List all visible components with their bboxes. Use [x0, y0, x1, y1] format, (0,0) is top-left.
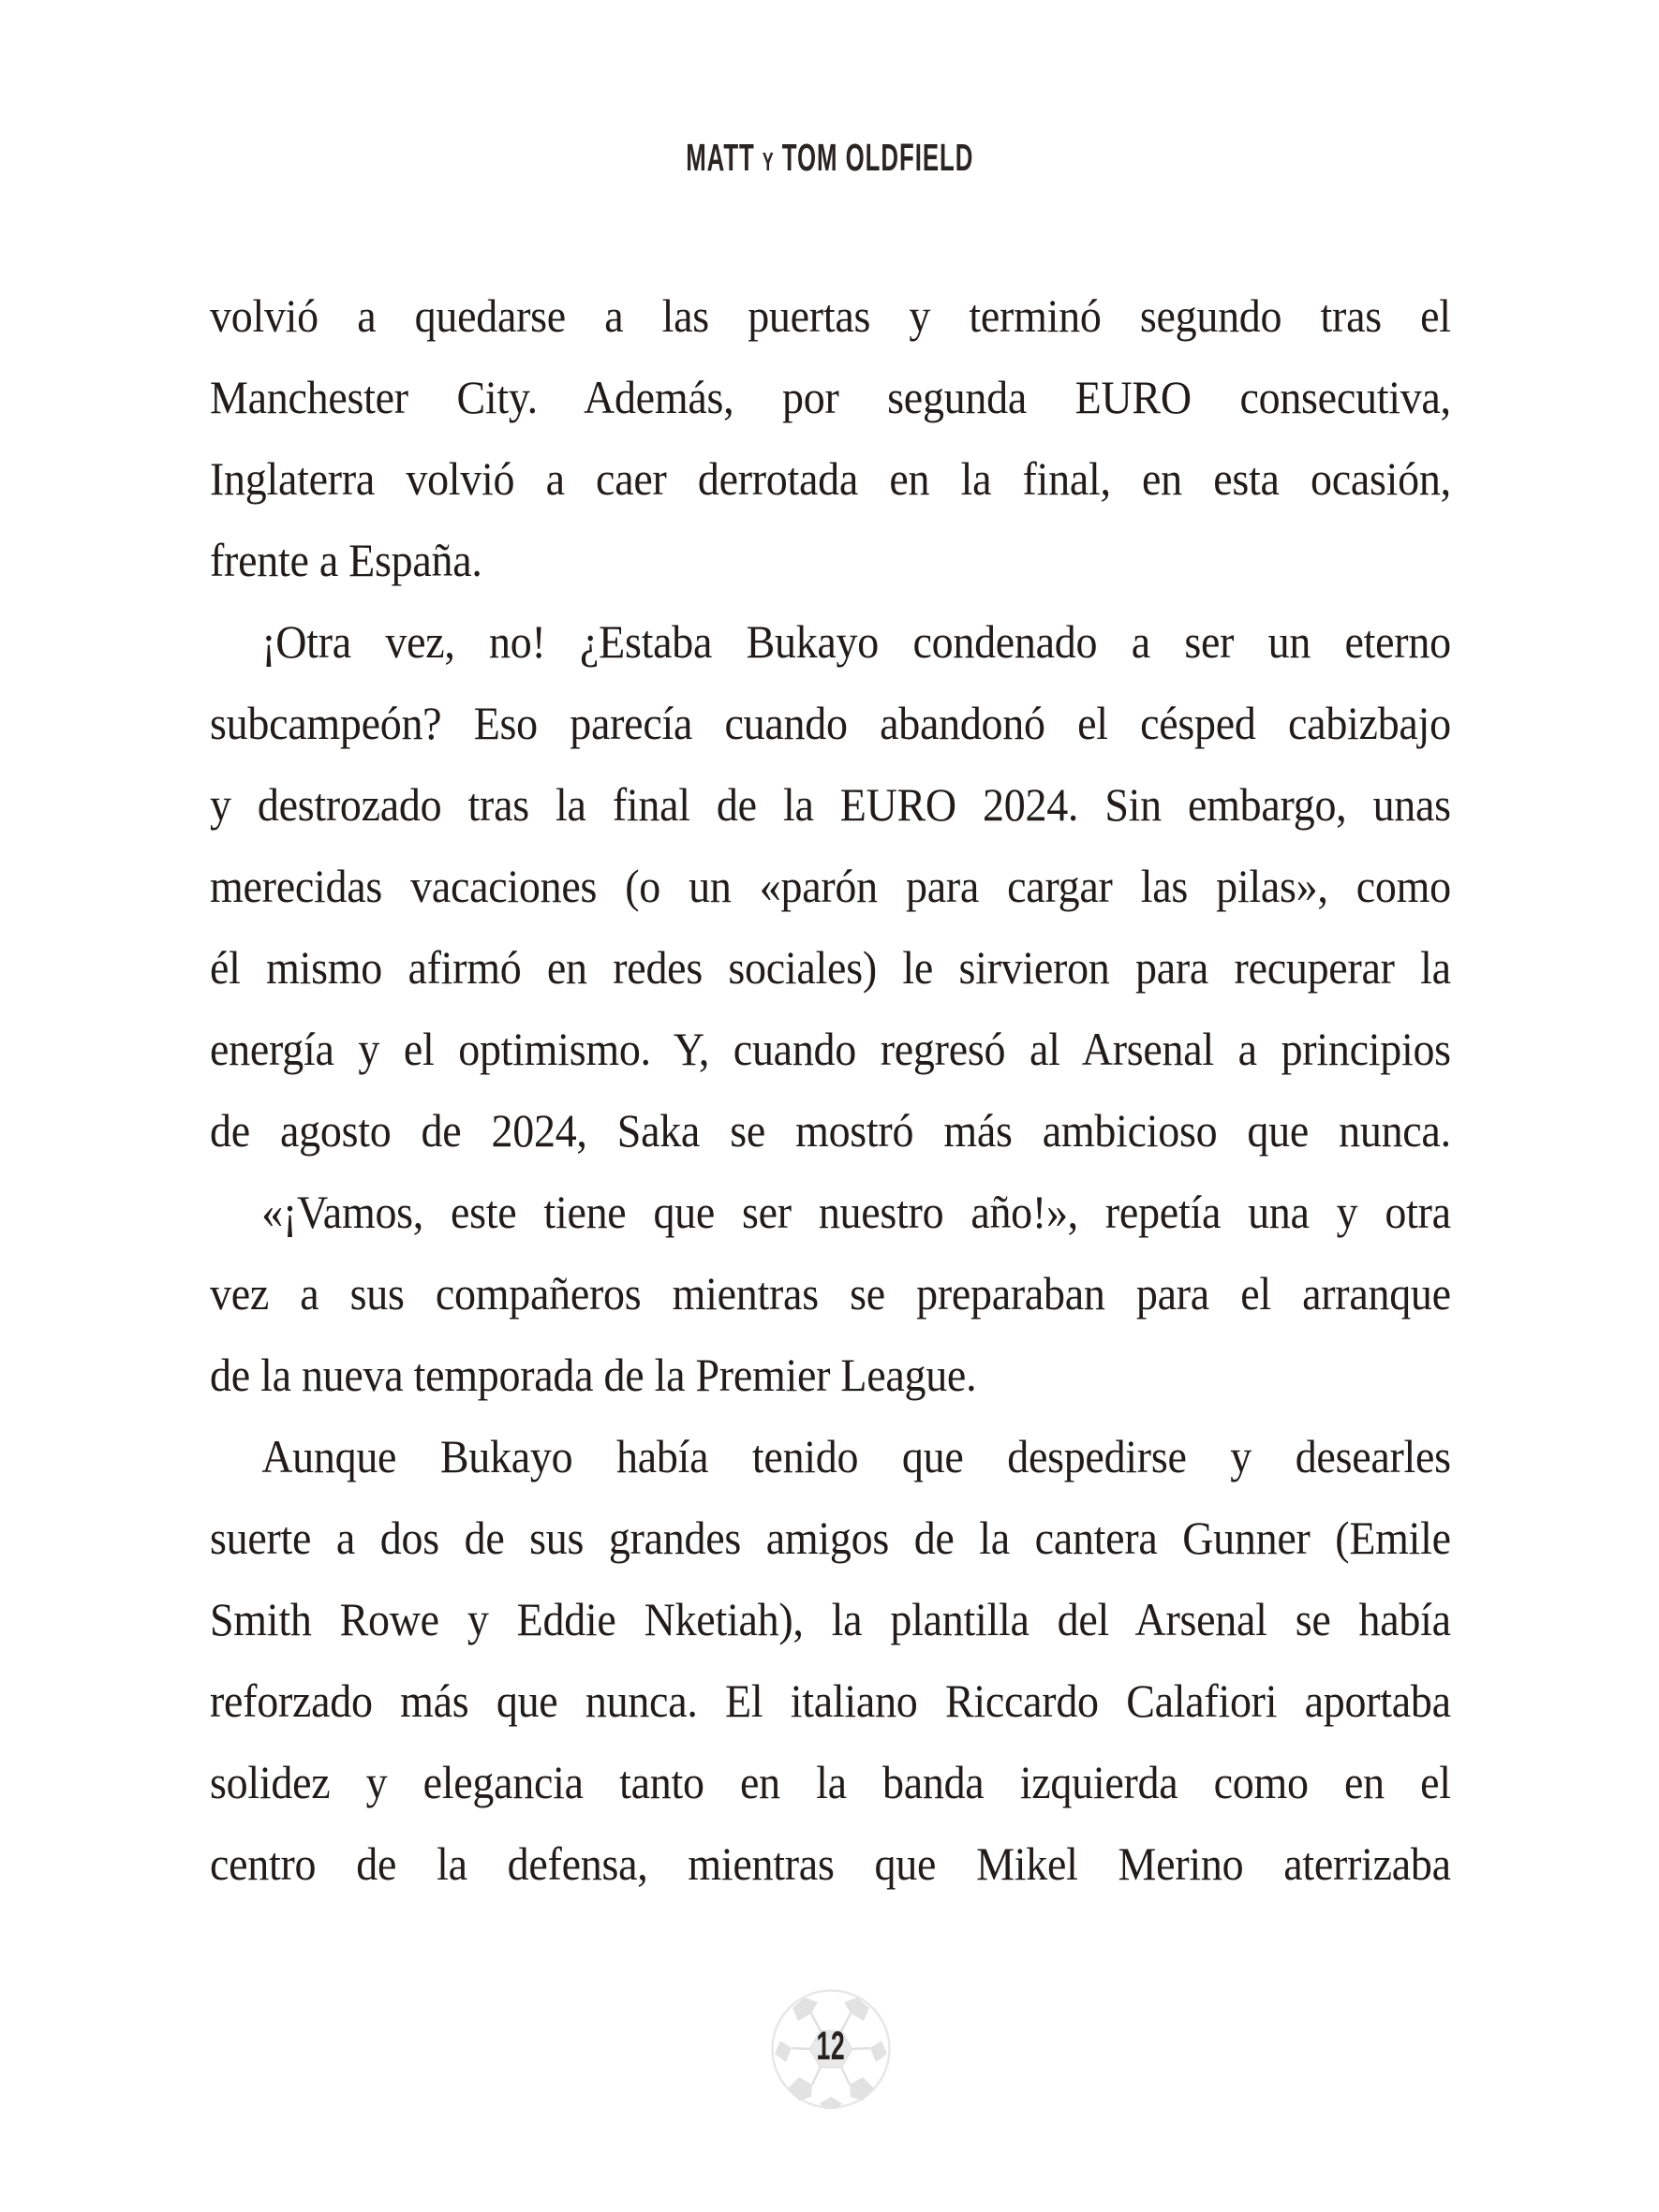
running-header: [0, 136, 1659, 181]
text-line: reforzado más que nunca. El italiano Riccardo Calafiori aportaba: [210, 1674, 1451, 1727]
text-line: energía y el optimismo. Y, cuando regresó al Arsenal a principios: [210, 1023, 1451, 1075]
paragraph: [210, 1416, 1451, 1905]
author-names: [685, 136, 974, 181]
text-line: Inglaterra volvió a caer derrotada en la final, en esta ocasión,: [210, 452, 1451, 505]
text-line: centro de la defensa, mientras que Mikel Merino aterrizaba: [210, 1837, 1451, 1890]
text-line: volvió a quedarse a las puertas y terminó segundo tras el: [210, 289, 1451, 342]
text-line: ¡Otra vez, no! ¿Estaba Bukayo condenado a ser un eterno: [261, 615, 1451, 668]
folio: [770, 1988, 892, 2110]
text-line: de la nueva temporada de la Premier League.: [210, 1349, 977, 1401]
author-part1: MATT: [685, 136, 755, 179]
text-line: merecidas vacaciones (o un «parón para cargar las pilas», como: [210, 860, 1451, 912]
text-line: suerte a dos de sus grandes amigos de la cantera Gunner (Emile: [210, 1512, 1451, 1564]
author-connector: Y: [762, 147, 775, 176]
paragraph: [210, 601, 1451, 1172]
text-line: Manchester City. Además, por segunda EURO consecutiva,: [210, 371, 1451, 423]
author-part2: TOM OLDFIELD: [781, 136, 974, 179]
text-line: solidez y elegancia tanto en la banda izquierda como en el: [210, 1756, 1451, 1808]
text-line: él mismo afirmó en redes sociales) le sirvieron para recuperar la: [210, 941, 1451, 994]
text-line: frente a España.: [210, 534, 482, 586]
text-line: vez a sus compañeros mientras se preparaban para el arranque: [210, 1267, 1451, 1320]
paragraph: [210, 1172, 1451, 1416]
text-line: «¡Vamos, este tiene que ser nuestro año!», repetía una y otra: [261, 1186, 1451, 1238]
text-line: y destrozado tras la final de la EURO 2024. Sin embargo, unas: [210, 778, 1451, 831]
text-line: de agosto de 2024, Saka se mostró más ambicioso que nunca.: [210, 1104, 1451, 1157]
text-line: Aunque Bukayo había tenido que despedirse y desearles: [261, 1430, 1451, 1482]
body-text: [210, 275, 1451, 1905]
paragraph: [210, 275, 1451, 601]
page-number: 12: [816, 2023, 846, 2069]
text-line: Smith Rowe y Eddie Nketiah), la plantilla del Arsenal se había: [210, 1593, 1451, 1645]
text-line: subcampeón? Eso parecía cuando abandonó el césped cabizbajo: [210, 697, 1451, 749]
